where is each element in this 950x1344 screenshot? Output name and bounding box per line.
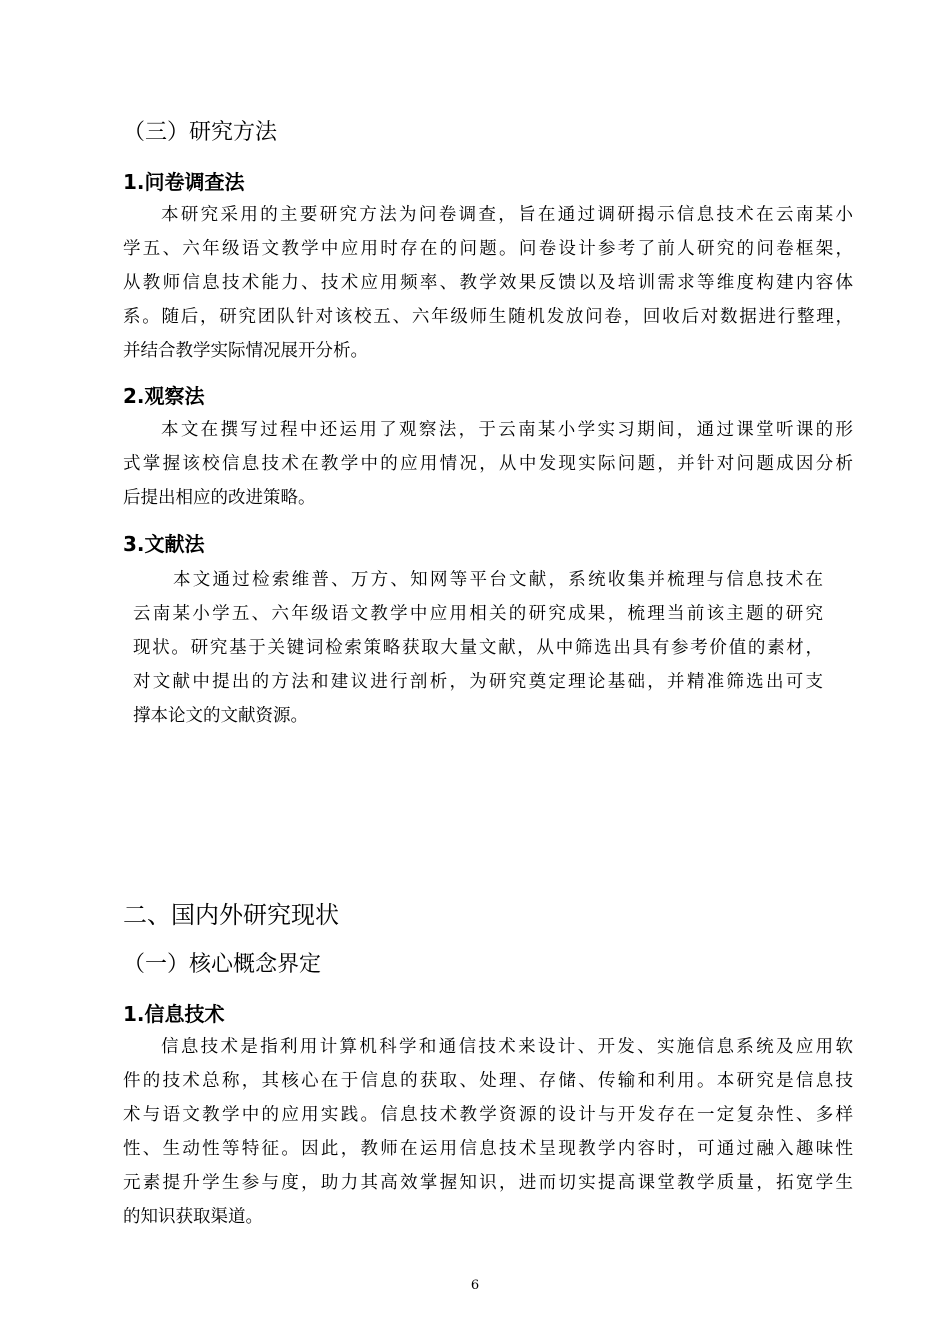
section-heading-research-methods: （三）研究方法 xyxy=(123,120,278,145)
method-title-observation: 2.观察法 xyxy=(123,384,205,408)
paragraph-literature xyxy=(133,563,823,733)
concept-title-information-technology: 1.信息技术 xyxy=(123,1002,225,1026)
paragraph-line: 元素提升学生参与度，助力其高效掌握知识，进而切实提高课堂教学质量，拓宽学生 xyxy=(123,1173,853,1193)
paragraph-line: 并结合教学实际情况展开分析。 xyxy=(123,341,368,361)
paragraph-line: 对文献中提出的方法和建议进行剖析，为研究奠定理论基础，并精准筛选出可支 xyxy=(133,672,823,692)
paragraph-questionnaire xyxy=(123,198,853,368)
paragraph-line: 学五、六年级语文教学中应用时存在的问题。问卷设计参考了前人研究的问卷框架， xyxy=(123,239,853,259)
method-title-literature: 3.文献法 xyxy=(123,532,205,556)
paragraph-line: 本研究采用的主要研究方法为问卷调查，旨在通过调研揭示信息技术在云南某小 xyxy=(161,205,853,225)
paragraph-line: 式掌握该校信息技术在教学中的应用情况，从中发现实际问题，并针对问题成因分析 xyxy=(123,454,853,474)
paragraph-line: 本文通过检索维普、万方、知网等平台文献，系统收集并梳理与信息技术在 xyxy=(173,570,823,590)
paragraph-line: 信息技术是指利用计算机科学和通信技术来设计、开发、实施信息系统及应用软 xyxy=(161,1037,853,1057)
page-number: 6 xyxy=(470,1278,480,1293)
paragraph-line: 撑本论文的文献资源。 xyxy=(133,706,308,726)
paragraph-line: 后提出相应的改进策略。 xyxy=(123,488,316,508)
paragraph-line: 本文在撰写过程中还运用了观察法，于云南某小学实习期间，通过课堂听课的形 xyxy=(161,420,853,440)
paragraph-line: 从教师信息技术能力、技术应用频率、教学效果反馈以及培训需求等维度构建内容体 xyxy=(123,273,853,293)
chapter-heading-research-status: 二、国内外研究现状 xyxy=(123,901,339,929)
paragraph-line: 的知识获取渠道。 xyxy=(123,1207,263,1227)
paragraph-line: 系。随后，研究团队针对该校五、六年级师生随机发放问卷，回收后对数据进行整理， xyxy=(123,307,853,327)
paragraph-line: 术与语文教学中的应用实践。信息技术教学资源的设计与开发存在一定复杂性、多样 xyxy=(123,1105,853,1125)
paragraph-line: 现状。研究基于关键词检索策略获取大量文献，从中筛选出具有参考价值的素材， xyxy=(133,638,823,658)
paragraph-information-technology xyxy=(123,1030,853,1234)
paragraph-observation xyxy=(123,413,853,515)
paragraph-line: 云南某小学五、六年级语文教学中应用相关的研究成果，梳理当前该主题的研究 xyxy=(133,604,823,624)
method-title-questionnaire: 1.问卷调查法 xyxy=(123,170,245,194)
section-heading-core-concepts: （一）核心概念界定 xyxy=(123,952,322,977)
paragraph-line: 性、生动性等特征。因此，教师在运用信息技术呈现教学内容时，可通过融入趣味性 xyxy=(123,1139,853,1159)
paragraph-line: 件的技术总称，其核心在于信息的获取、处理、存储、传输和利用。本研究是信息技 xyxy=(123,1071,853,1091)
